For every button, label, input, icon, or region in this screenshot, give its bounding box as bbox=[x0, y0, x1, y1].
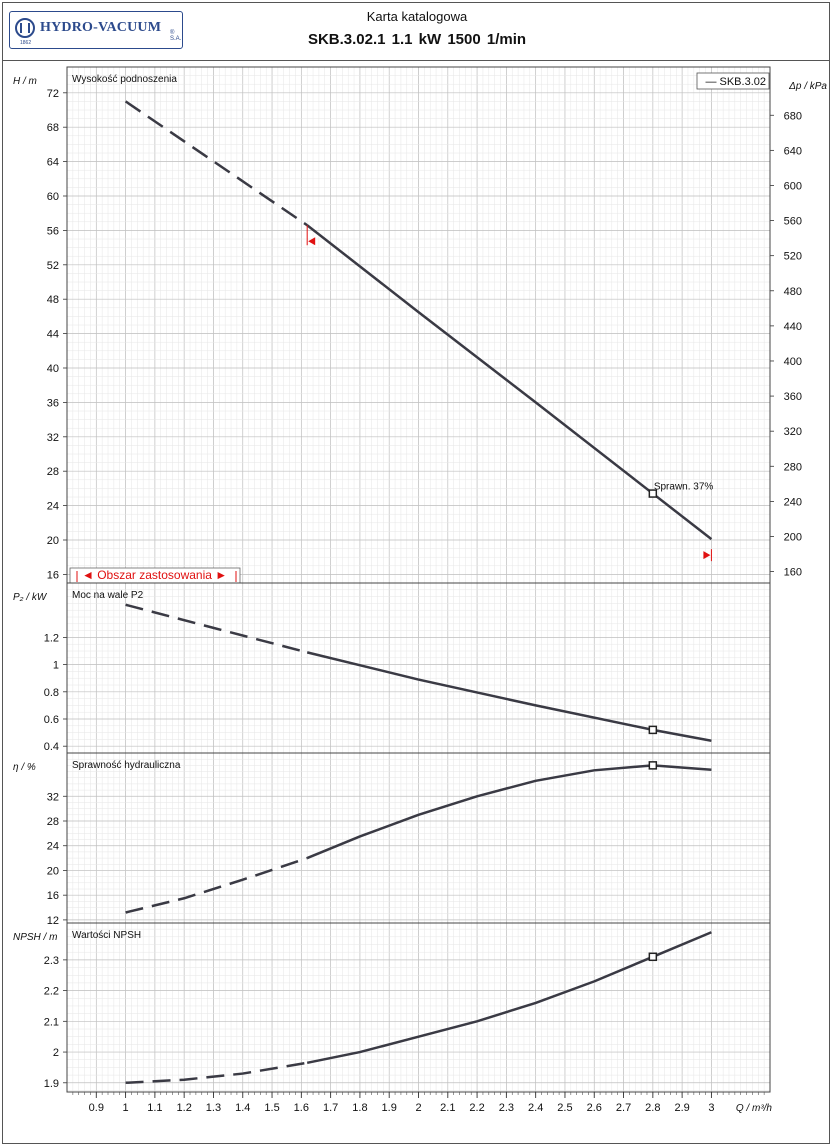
y-tick-label: 20 bbox=[46, 535, 59, 547]
y-tick-label: 20 bbox=[46, 865, 59, 878]
y-right-tick-label: 440 bbox=[783, 320, 802, 333]
x-tick-label: 1.5 bbox=[264, 1102, 280, 1114]
y-tick-label: 2.3 bbox=[43, 954, 59, 967]
x-tick-label: 1.1 bbox=[147, 1102, 163, 1114]
y-tick-label: 64 bbox=[46, 156, 59, 169]
x-tick-label: 2.3 bbox=[498, 1102, 515, 1114]
y-right-tick-label: 280 bbox=[783, 461, 802, 474]
x-tick-label: 1.4 bbox=[235, 1102, 251, 1114]
y-tick-label: 32 bbox=[46, 431, 59, 444]
range-limit-flag bbox=[703, 551, 710, 559]
x-tick-label: 1.3 bbox=[205, 1102, 222, 1114]
y-right-tick-label: 680 bbox=[783, 110, 802, 123]
range-limit-flag bbox=[308, 237, 315, 245]
y-right-tick-label: 320 bbox=[783, 426, 802, 439]
y-right-tick-label: 240 bbox=[783, 496, 802, 509]
y-tick-label: 36 bbox=[46, 397, 59, 410]
curve-dashed bbox=[126, 1063, 308, 1083]
y-axis-label: NPSH / m bbox=[13, 932, 58, 943]
duty-point-marker bbox=[649, 726, 656, 733]
efficiency-annotation: Sprawn. 37% bbox=[653, 481, 714, 493]
x-tick-label: 2.5 bbox=[557, 1102, 573, 1114]
y-tick-label: 0.8 bbox=[43, 686, 59, 699]
y-tick-label: 2.2 bbox=[43, 985, 59, 998]
x-axis-label: Q / m³/h bbox=[735, 1103, 772, 1114]
legend-entry: — SKB.3.02 bbox=[705, 76, 766, 88]
x-tick-label: 2.9 bbox=[674, 1102, 690, 1114]
x-tick-label: 2 bbox=[415, 1102, 422, 1114]
y-tick-label: 12 bbox=[46, 914, 59, 927]
y-right-tick-label: 480 bbox=[783, 285, 802, 298]
y-tick-label: 24 bbox=[46, 840, 59, 853]
y-tick-label: 52 bbox=[46, 259, 59, 272]
duty-point-marker bbox=[649, 762, 656, 769]
y-tick-label: 48 bbox=[46, 294, 59, 307]
y-right-axis-label: Δp / kPa bbox=[789, 81, 827, 92]
x-tick-label: 1.9 bbox=[381, 1102, 397, 1114]
y-tick-label: 68 bbox=[46, 122, 59, 135]
y-tick-label: 24 bbox=[46, 500, 59, 513]
y-axis-label: H / m bbox=[13, 76, 37, 87]
logo-text: HYDRO-VACUUM bbox=[40, 20, 162, 35]
y-tick-label: 44 bbox=[46, 328, 59, 341]
y-tick-label: 72 bbox=[46, 87, 59, 100]
y-tick-label: 28 bbox=[46, 816, 59, 828]
curve-solid bbox=[307, 765, 711, 858]
x-tick-label: 1.7 bbox=[322, 1102, 339, 1114]
y-tick-label: 1 bbox=[52, 659, 59, 672]
x-tick-label: 2.8 bbox=[645, 1102, 661, 1114]
y-tick-label: 60 bbox=[46, 191, 59, 203]
y-tick-label: 0.6 bbox=[43, 714, 59, 726]
y-axis-label: P₂ / kW bbox=[13, 592, 47, 603]
panel-title: Wartości NPSH bbox=[72, 930, 142, 941]
y-tick-label: 28 bbox=[46, 466, 59, 479]
y-right-tick-label: 640 bbox=[783, 145, 802, 158]
y-tick-label: 0.4 bbox=[43, 741, 59, 754]
pump-model-subtitle: SKB.3.02.1 1.1 kW 1500 1/min bbox=[307, 31, 527, 48]
y-axis-label: η / % bbox=[13, 762, 36, 773]
duty-point-marker bbox=[649, 953, 656, 960]
x-tick-label: 2.1 bbox=[440, 1102, 456, 1114]
curve-dashed bbox=[126, 605, 308, 653]
y-tick-label: 16 bbox=[46, 890, 59, 903]
curve-dashed bbox=[126, 858, 308, 912]
y-right-tick-label: 200 bbox=[783, 531, 802, 544]
application-range-label: ◄ Obszar zastosowania ► bbox=[82, 568, 228, 582]
x-tick-label: 2.6 bbox=[586, 1102, 602, 1114]
x-tick-label: 1.8 bbox=[352, 1102, 368, 1114]
y-tick-label: 56 bbox=[46, 225, 59, 238]
x-tick-label: 1 bbox=[122, 1102, 129, 1114]
y-tick-label: 32 bbox=[46, 791, 59, 804]
x-tick-label: 2.2 bbox=[469, 1102, 485, 1114]
curve-solid bbox=[307, 932, 711, 1063]
x-tick-label: 1.6 bbox=[293, 1102, 309, 1114]
curve-dashed bbox=[126, 101, 308, 225]
x-tick-label: 1.2 bbox=[176, 1102, 192, 1114]
y-right-tick-label: 360 bbox=[783, 391, 802, 404]
x-tick-label: 2.7 bbox=[615, 1102, 632, 1114]
y-tick-label: 2 bbox=[52, 1047, 59, 1060]
y-right-tick-label: 400 bbox=[783, 355, 802, 368]
x-tick-label: 3 bbox=[708, 1102, 715, 1114]
x-tick-label: 2.4 bbox=[528, 1102, 544, 1114]
logo-suffix: ® S.A. bbox=[170, 30, 182, 42]
panel-title: Moc na wale P2 bbox=[72, 590, 144, 601]
y-tick-label: 40 bbox=[46, 363, 59, 375]
x-tick-label: 0.9 bbox=[88, 1102, 104, 1114]
y-right-tick-label: 600 bbox=[783, 180, 802, 193]
y-tick-label: 1.9 bbox=[43, 1077, 59, 1090]
y-tick-label: 16 bbox=[46, 569, 59, 582]
panel-title: Sprawność hydrauliczna bbox=[72, 760, 181, 771]
logo-year: 1862 bbox=[20, 40, 32, 46]
y-right-tick-label: 560 bbox=[783, 215, 802, 228]
y-tick-label: 2.1 bbox=[43, 1016, 59, 1029]
y-right-tick-label: 160 bbox=[783, 566, 802, 579]
panel-title: Wysokość podnoszenia bbox=[72, 74, 177, 85]
y-right-tick-label: 520 bbox=[783, 250, 802, 263]
y-tick-label: 1.2 bbox=[43, 632, 59, 645]
document-title: Karta katalogowa bbox=[366, 9, 468, 24]
